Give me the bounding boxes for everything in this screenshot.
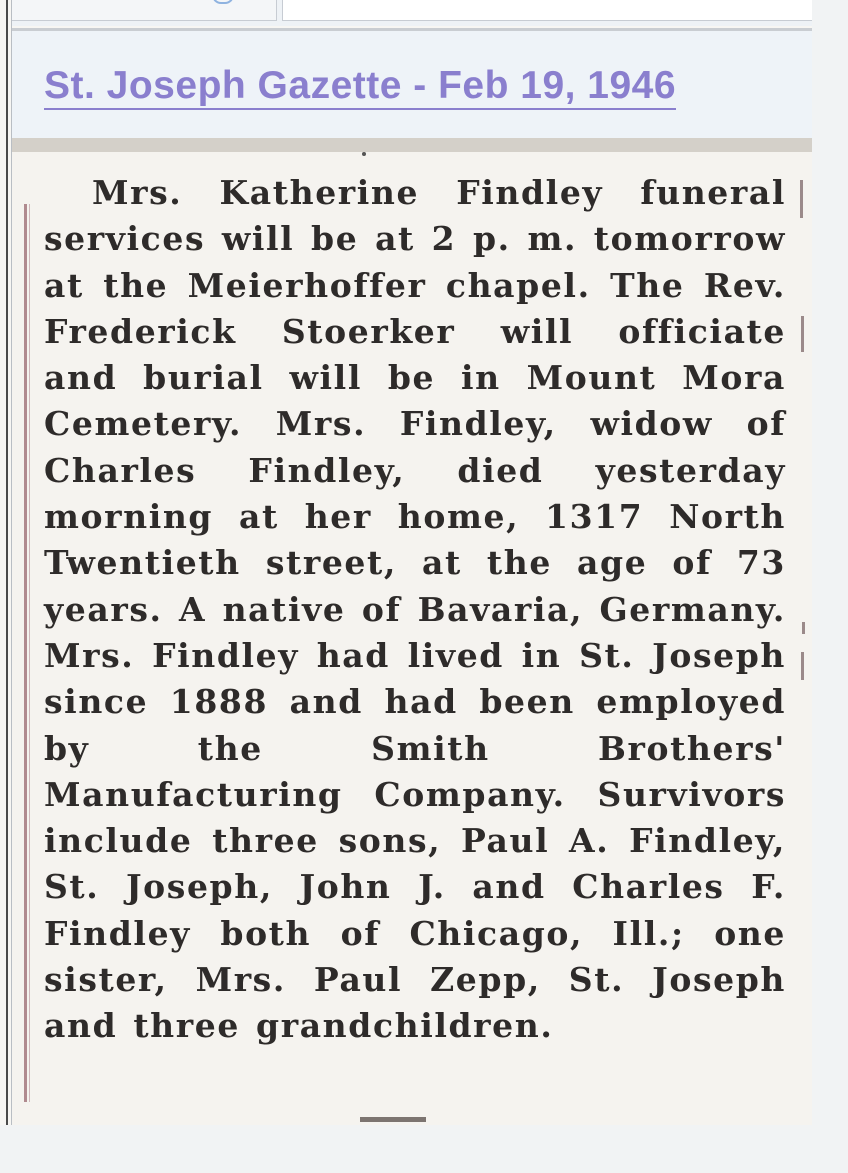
column-edge-mark: [802, 622, 805, 634]
column-edge-mark: [801, 316, 804, 352]
page-title: St. Joseph Gazette - Feb 19, 1946: [44, 66, 676, 110]
left-border-line: [6, 0, 8, 1125]
column-edge-mark: [800, 180, 803, 218]
clipping-top-speck: [362, 152, 366, 156]
end-rule: [360, 1117, 426, 1122]
top-left-frame: [12, 0, 277, 21]
top-right-frame: [282, 0, 812, 21]
cropped-logo-icon: [212, 0, 234, 4]
clipping-column-rule: [24, 204, 27, 1102]
column-edge-mark: [801, 652, 804, 680]
clipping-column-rule-secondary: [29, 204, 30, 1102]
obituary-text: Mrs. Katherine Findley funeral services will be at 2 p. m. tomorrow at the Meierhoffer chapel. The Rev. Frederick Stoerker will officiate and burial will be in Mount Mora Cemetery. Mrs. Findley, widow of Charles Findley, died yesterday morning at her home, 1317 North Twentieth street, at the age of 73 years. A native of Bavaria, Germany. Mrs. Findley had lived in St. Joseph since 1888 and had been employed by the Smith Brothers' Manufacturing Company. Survivors include three sons, Paul A. Findley, St. Joseph, John J. and Charles F. Findley both of Chicago, Ill.; one sister, Mrs. Paul Zepp, St. Joseph and three grandchildren.: [44, 173, 786, 1046]
